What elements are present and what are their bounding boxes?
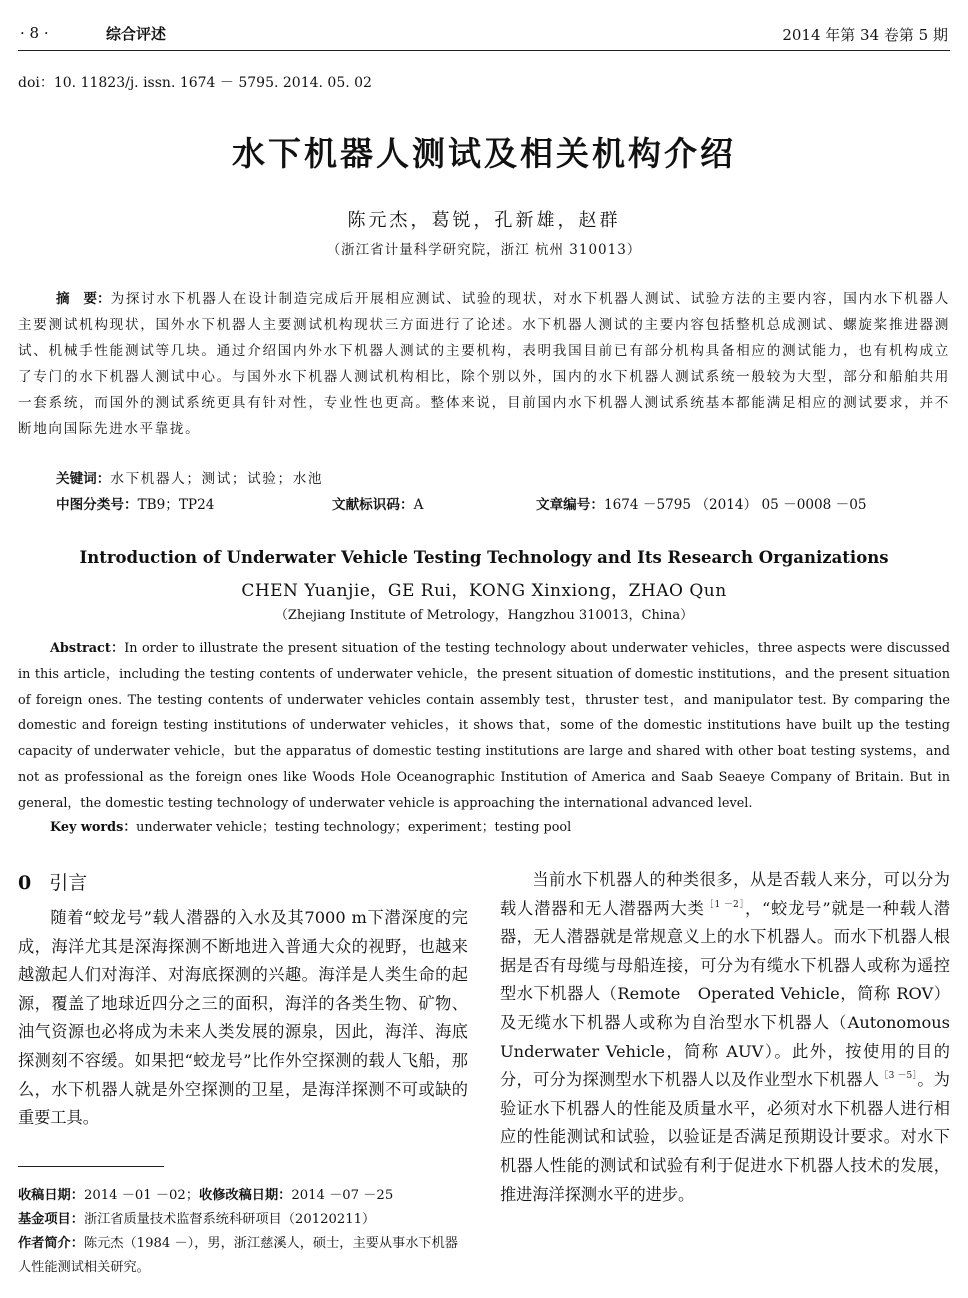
- footnote-dates: [18, 1184, 470, 1208]
- running-header: [18, 20, 950, 51]
- keywords-en-label: Key words：: [50, 820, 137, 835]
- page-number: · 8 ·: [20, 24, 49, 42]
- section-number: 0: [18, 872, 32, 894]
- author-bio-label: 作者简介：: [18, 1236, 84, 1251]
- fund-value: 浙江省质量技术监督系统科研项目（20120211）: [83, 1212, 376, 1227]
- abstract-zh-text: 为探讨水下机器人在设计制造完成后开展相应测试、试验的现状，对水下机器人测试、试验方法的主要内容，国内水下机器人主要测试机构现状，国外水下机器人主要测试机构现状三方面进行了论述。水下机器人测试的主要内容包括整机总成测试、螺旋桨推进器测试、机械手性能测试等几块。通过介绍国内外水下机器人测试的主要机构，表明我国目前已有部分机构具备相应的测试能力，也有机构成立了专门的水下机器人测试中心。与国外水下机器人测试机构相比，除个别以外，国内的水下机器人测试系统一般较为大型，部分和船舶共用一套系统，而国外的测试系统更具有针对性，专业性也更高。整体来说，目前国内水下机器人测试系统基本都能满足相应的测试要求，并不断地向国际先进水平靠拢。: [18, 291, 951, 437]
- clc-value: TB9；TP24: [137, 497, 215, 513]
- revised-label: 收修改稿日期：: [199, 1188, 292, 1203]
- footnote-divider: [18, 1166, 164, 1167]
- received-value: 2014 －01 －02；: [83, 1188, 200, 1203]
- authors-en: CHEN Yuanjie，GE Rui，KONG Xinxiong，ZHAO Qun: [241, 581, 727, 601]
- revised-value: 2014 －07 －25: [291, 1188, 394, 1203]
- keywords-en-text: underwater vehicle；testing technology；experiment；testing pool: [136, 820, 572, 835]
- doi: doi：10. 11823/j. issn. 1674 － 5795. 2014. 05. 02: [18, 75, 372, 91]
- clc-label: 中图分类号：: [56, 497, 138, 513]
- issue-info: 2014 年第 34 卷第 5 期: [782, 26, 948, 44]
- body-right-column: [500, 866, 950, 1209]
- affiliation-en: （Zhejiang Institute of Metrology，Hangzhou 310013，China）: [274, 608, 694, 623]
- section-name: 综合评述: [106, 25, 167, 43]
- keywords-en: [50, 816, 571, 835]
- body-right-part-2: ，“蛟龙号”就是一种载人潜器，无人潜器就是常规意义上的水下机器人。而水下机器人根据是否有母缆与母船连接，可分为有缆水下机器人或称为遥控型水下机器人（Remote Operated Vehicle，简称 ROV）及无缆水下机器人或称为自治型水下机器人（Autonomous Underwater Vehicle，简称 AUV）。此外，按使用的目的分，可分为探测型水下机器人以及作业型水下机器人: [500, 898, 950, 1090]
- author-bio-value: 陈元杰（1984 －），男，浙江慈溪人，硕士，主要从事水下机器人性能测试相关研究。: [18, 1236, 458, 1275]
- body-right-part-1: 当前水下机器人的种类很多，从是否载人来分，可以分为载人潜器和无人潜器两大类: [500, 870, 950, 918]
- keywords-zh: [56, 467, 323, 487]
- keywords-zh-label: 关键词：: [56, 471, 111, 487]
- paper-title-en: Introduction of Underwater Vehicle Testing Technology and Its Research Organizations: [79, 548, 889, 567]
- doc-code-value: A: [413, 497, 424, 513]
- abstract-en: [18, 636, 950, 817]
- article-number-label: 文章编号：: [536, 497, 604, 513]
- abstract-en-text: In order to illustrate the present situation of the testing technology about underwater vehicles，three aspects were discussed in this article，including the testing contents of underwater vehicle，the present situation of domestic institutions，and the present situation of foreign ones. The testing contents of underwater vehicles contain assembly test，thruster test，and manipulator test. By comparing the domestic and foreign testing institutions of underwater vehicles，it shows that，some of the domestic institutions have built up the testing capacity of underwater vehicle，but the apparatus of domestic testing institutions are large and shared with other boat testing systems，and not as professional as the foreign ones like Woods Hole Oceanographic Institution of America and Saab Seaeye Company of Britain. But in general，the domestic testing technology of underwater vehicle is approaching the international advanced level.: [18, 641, 951, 811]
- body-left-column: 随着“蛟龙号”载人潜器的入水及其7000 m下潜深度的完成，海洋尤其是深海探测不断地进入普通大众的视野，也越来越激起人们对海洋、对海底探测的兴趣。海洋是人类生命的起源，覆盖了地球近四分之三的面积，海洋的各类生物、矿物、油气资源也必将成为未来人类发展的源泉，因此，海洋、海底探测刻不容缓。如果把“蛟龙号”比作外空探测的载人飞船，那么，水下机器人就是外空探测的卫星，是海洋探测不可或缺的重要工具。: [18, 908, 468, 1128]
- paper-title-zh: 水下机器人测试及相关机构介绍: [232, 134, 736, 173]
- doc-code-label: 文献标识码：: [332, 497, 414, 513]
- authors-zh: 陈元杰，葛锐，孔新雄，赵群: [347, 210, 621, 231]
- body-right-part-3: 。为验证水下机器人的性能及质量水平，必须对水下机器人进行相应的性能测试和试验，以验证是否满足预期设计要求。对水下机器人性能的测试和试验有利于促进水下机器人技术的发展，推进海洋探测水平的进步。: [500, 1070, 950, 1204]
- footnotes: [18, 1184, 470, 1280]
- citation-ref-1: ［1 －2］: [704, 899, 745, 910]
- footnote-author: [18, 1232, 470, 1280]
- abstract-zh: [18, 286, 950, 442]
- abstract-en-label: Abstract：: [50, 641, 125, 656]
- footnote-fund: [18, 1208, 470, 1232]
- citation-ref-2: ［3 －5］: [879, 1071, 918, 1082]
- received-label: 收稿日期：: [18, 1188, 84, 1203]
- keywords-zh-text: 水下机器人；测试；试验；水池: [110, 471, 324, 487]
- section-title: 引言: [49, 872, 88, 894]
- fund-label: 基金项目：: [18, 1212, 84, 1227]
- article-number-value: 1674 －5795 （2014） 05 －0008 －05: [603, 497, 867, 513]
- affiliation-zh: （浙江省计量科学研究院，浙江 杭州 310013）: [326, 242, 642, 258]
- abstract-zh-label: 摘 要：: [56, 291, 111, 307]
- section-heading: [18, 868, 87, 895]
